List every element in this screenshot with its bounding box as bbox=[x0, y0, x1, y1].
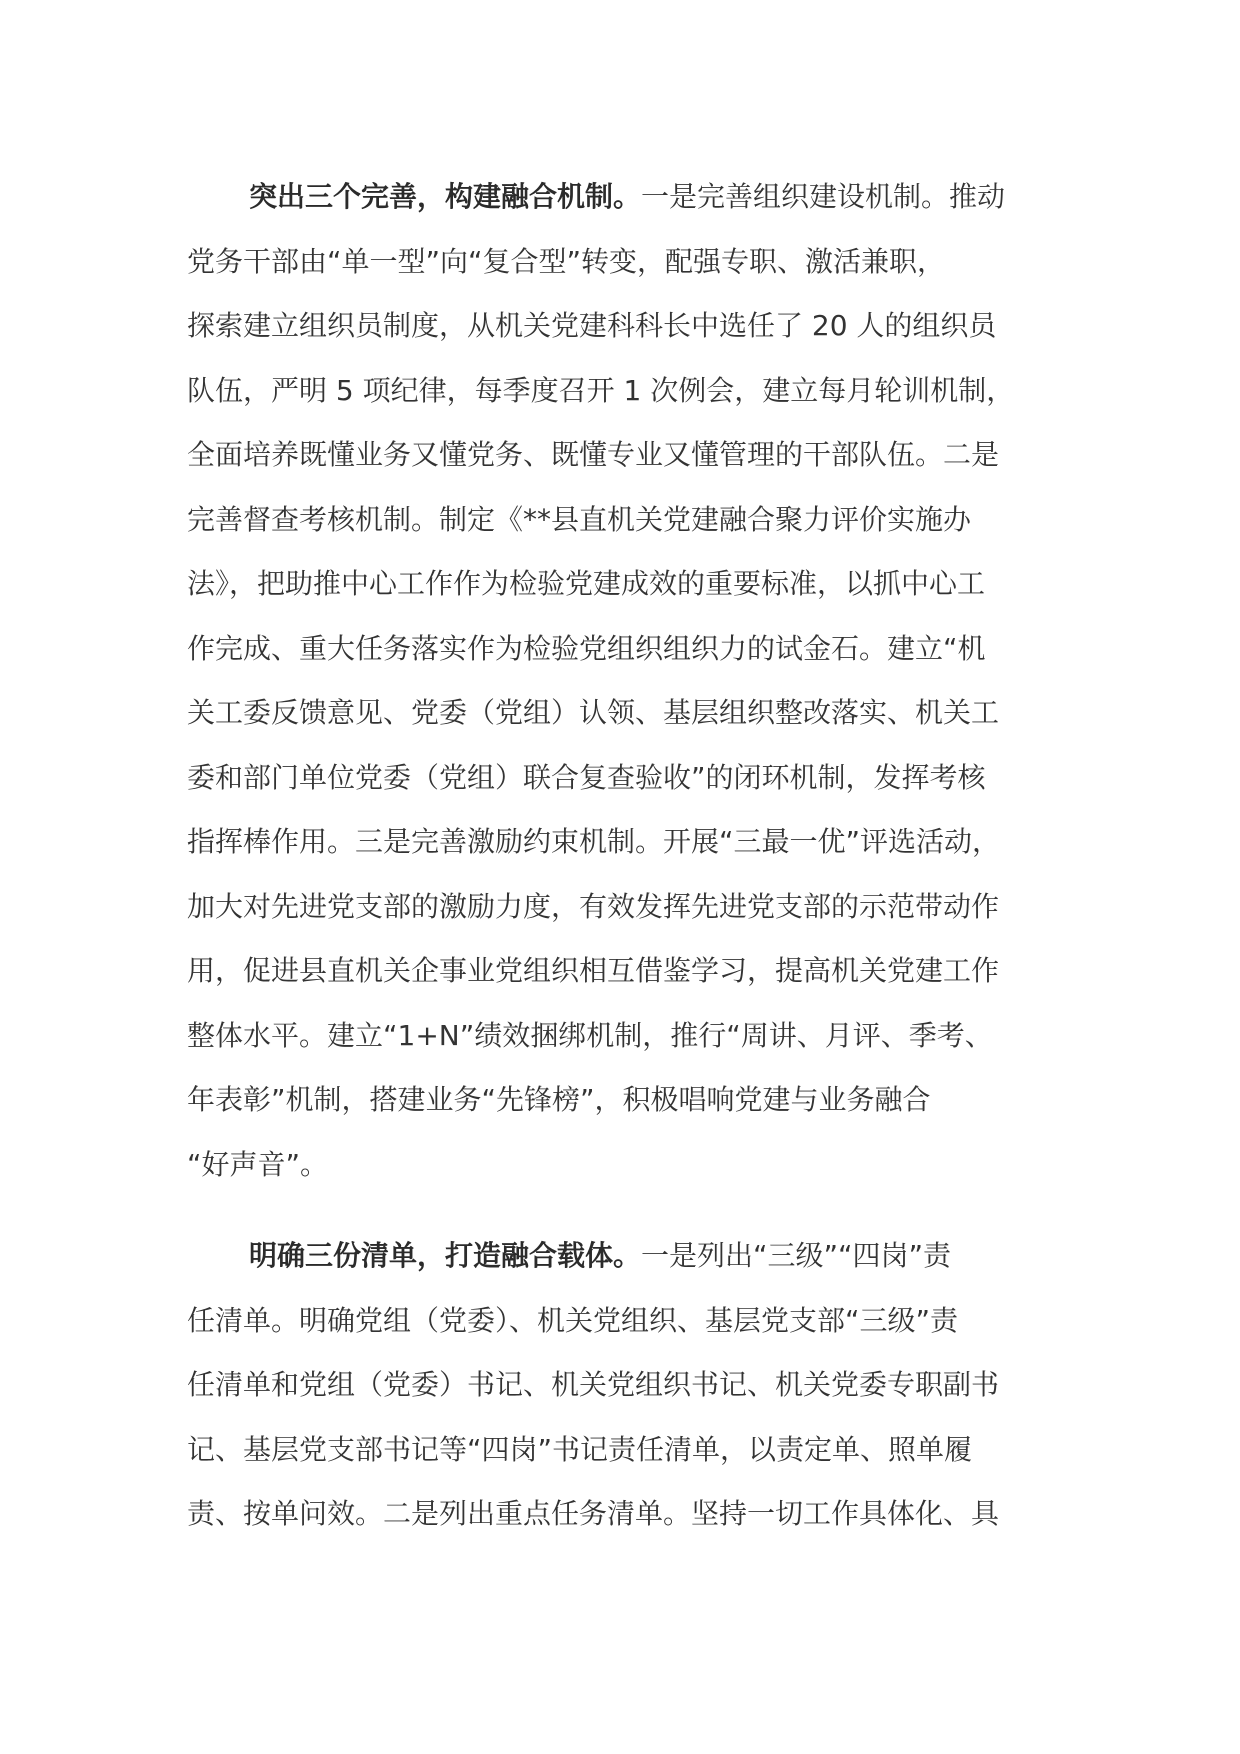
text-line: 法》，把助推中心工作作为检验党建成效的重要标准，以抓中心工 bbox=[187, 567, 986, 600]
document-body bbox=[187, 165, 1072, 1547]
text-line: 年表彰”机制，搭建业务“先锋榜”，积极唱响党建与业务融合 bbox=[187, 1083, 931, 1116]
text-line: 加大对先进党支部的激励力度，有效发挥先进党支部的示范带动作 bbox=[187, 889, 1000, 923]
text-line: 用，促进县直机关企事业党组织相互借鉴学习，提高机关党建工作 bbox=[187, 954, 1000, 987]
paragraph-first-line bbox=[187, 165, 1072, 230]
text-line: “好声音”。 bbox=[187, 1147, 329, 1181]
text-line: 探索建立组织员制度，从机关党建科科长中选任了 20 人的组织员 bbox=[187, 309, 997, 342]
text-line: 委和部门单位党委（党组）联合复查验收”的闭环机制，发挥考核 bbox=[187, 760, 986, 794]
text-line: 关工委反馈意见、党委（党组）认领、基层组织整改落实、机关工 bbox=[187, 696, 1000, 729]
text-line: 整体水平。建立“1+N”绩效捆绑机制，推行“周讲、月评、季考、 bbox=[187, 1018, 993, 1052]
paragraph-lists bbox=[187, 1224, 1072, 1547]
text-line: 记、基层党支部书记等“四岗”书记责任清单，以责定单、照单履 bbox=[187, 1432, 973, 1466]
paragraph-heading: 明确三份清单，打造融合载体。 bbox=[249, 1239, 642, 1272]
text-line: 完善督查考核机制。制定《**县直机关党建融合聚力评价实施办 bbox=[187, 502, 972, 536]
text-line: 责、按单问效。二是列出重点任务清单。坚持一切工作具体化、具 bbox=[187, 1497, 1000, 1530]
paragraph-first-line bbox=[187, 1224, 1072, 1289]
text-line: 作完成、重大任务落实作为检验党组织组织力的试金石。建立“机 bbox=[187, 631, 986, 665]
text-line: 任清单和党组（党委）书记、机关党组织书记、机关党委专职副书 bbox=[187, 1368, 1000, 1401]
text-line: 全面培养既懂业务又懂党务、既懂专业又懂管理的干部队伍。二是 bbox=[187, 438, 1000, 471]
text-line: 一是完善组织建设机制。推动 bbox=[641, 180, 1006, 213]
text-line: 指挥棒作用。三是完善激励约束机制。开展“三最一优”评选活动， bbox=[187, 825, 1001, 858]
text-line: 任清单。明确党组（党委）、机关党组织、基层党支部“三级”责 bbox=[187, 1303, 959, 1337]
paragraph-heading: 突出三个完善，构建融合机制。 bbox=[249, 180, 642, 213]
text-line: 一是列出“三级”“四岗”责 bbox=[641, 1239, 952, 1272]
text-line: 队伍，严明 5 项纪律，每季度召开 1 次例会，建立每月轮训机制， bbox=[187, 373, 1015, 407]
text-line: 党务干部由“单一型”向“复合型”转变，配强专职、激活兼职， bbox=[187, 244, 946, 278]
paragraph-mechanism bbox=[187, 165, 1072, 1197]
